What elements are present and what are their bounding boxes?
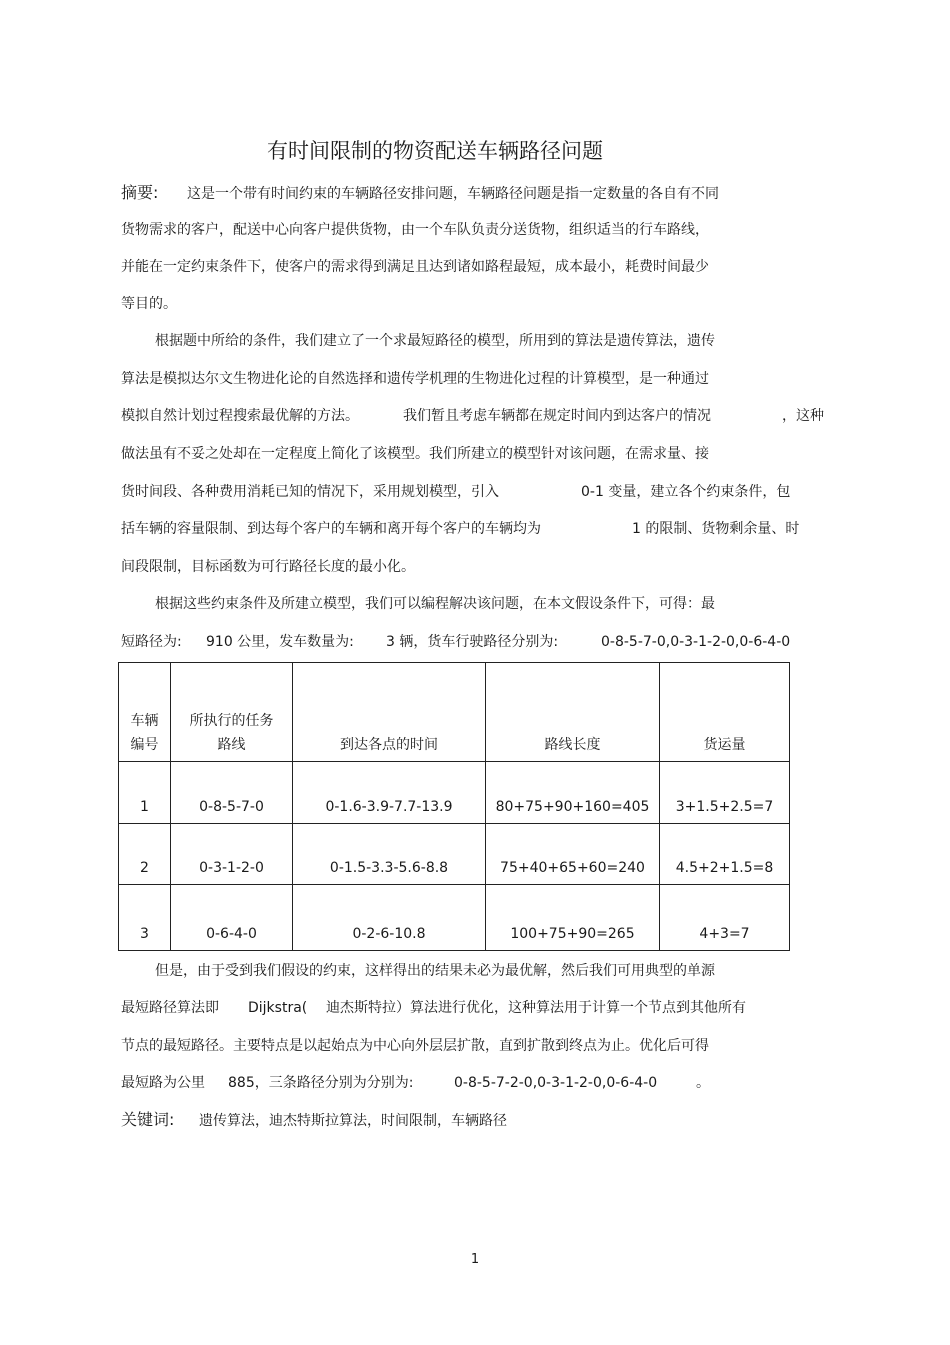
body-line: 910 公里，发车数量为: (206, 634, 354, 650)
table-cell: 3+1.5+2.5=7 (660, 762, 790, 824)
header-vehicle-line1: 车辆 (130, 713, 159, 729)
table-cell: 4+3=7 (660, 885, 790, 951)
header-cell: 路线长度 (486, 663, 660, 762)
body-line: 做法虽有不妥之处却在一定程度上简化了该模型。我们所建立的模型针对该问题，在需求量、接 (121, 446, 709, 462)
table-cell: 0-3-1-2-0 (171, 824, 293, 885)
body-line: 3 辆，货车行驶路径分别为: (386, 634, 559, 650)
header-cell (119, 663, 171, 762)
results-table (118, 662, 790, 951)
table-header-row (119, 663, 790, 762)
table-cell: 0-1.5-3.3-5.6-8.8 (293, 824, 486, 885)
table-cell: 100+75+90=265 (486, 885, 660, 951)
body-line: 算法是模拟达尔文生物进化论的自然选择和遗传学机理的生物进化过程的计算模型，是一种通过 (121, 371, 709, 387)
table-cell: 0-1.6-3.9-7.7-13.9 (293, 762, 486, 824)
abstract-line: 这是一个带有时间约束的车辆路径安排问题，车辆路径问题是指一定数量的各自有不同 (187, 186, 719, 202)
header-cell: 到达各点的时间 (293, 663, 486, 762)
abstract-line: 货物需求的客户，配送中心向客户提供货物，由一个车队负责分送货物，组织适当的行车路线， (121, 222, 709, 238)
table-cell: 80+75+90+160=405 (486, 762, 660, 824)
body-line: 根据这些约束条件及所建立模型，我们可以编程解决该问题，在本文假设条件下，可得：最 (155, 596, 715, 612)
page-number: 1 (470, 1252, 480, 1267)
body-line: Dijkstra( (248, 1000, 308, 1016)
table-cell: 0-2-6-10.8 (293, 885, 486, 951)
page-title: 有时间限制的物资配送车辆路径问题 (267, 139, 603, 163)
body-line: 模拟自然计划过程搜索最优解的方法。 (121, 408, 359, 424)
table-cell: 0-6-4-0 (171, 885, 293, 951)
body-line: 885，三条路径分别为分别为: (228, 1075, 414, 1091)
table-cell: 0-8-5-7-0 (171, 762, 293, 824)
table-row (119, 885, 790, 951)
body-line: 括车辆的容量限制、到达每个客户的车辆和离开每个客户的车辆均为 (121, 521, 541, 537)
body-line: 节点的最短路径。主要特点是以起始点为中心向外层层扩散，直到扩散到终点为止。优化后可得 (121, 1038, 709, 1054)
body-line: 最短路径算法即 (121, 1000, 219, 1016)
body-line: 但是，由于受到我们假设的约束，这样得出的结果未必为最优解，然后我们可用典型的单源 (155, 963, 715, 979)
body-line: 间段限制，目标函数为可行路径长度的最小化。 (121, 559, 415, 575)
body-line: 迪杰斯特拉）算法进行优化，这种算法用于计算一个节点到其他所有 (326, 1000, 746, 1016)
body-line: 我们暂且考虑车辆都在规定时间内到达客户的情况 (403, 408, 711, 424)
header-cell (171, 663, 293, 762)
header-vehicle-line2: 编号 (130, 737, 159, 753)
body-line: 短路径为: (121, 634, 182, 650)
body-line: 最短路为公里 (121, 1075, 205, 1091)
table-cell: 4.5+2+1.5=8 (660, 824, 790, 885)
keywords-text: 遗传算法，迪杰特斯拉算法，时间限制，车辆路径 (199, 1113, 507, 1129)
body-line: 0-8-5-7-0,0-3-1-2-0,0-6-4-0 (601, 634, 791, 650)
body-line: ，这种 (782, 408, 824, 424)
header-route-line1: 所执行的任务 (189, 713, 274, 729)
header-route-line2: 路线 (217, 737, 246, 753)
keywords-label: 关键词: (121, 1110, 175, 1129)
body-line: 1 的限制、货物剩余量、时 (632, 521, 800, 537)
abstract-label: 摘要: (121, 183, 159, 202)
abstract-line: 并能在一定约束条件下，使客户的需求得到满足且达到诸如路程最短，成本最小，耗费时间最少 (121, 259, 709, 275)
table-row (119, 824, 790, 885)
table-cell: 2 (119, 824, 171, 885)
table-row (119, 762, 790, 824)
table-cell: 3 (119, 885, 171, 951)
table-cell: 75+40+65+60=240 (486, 824, 660, 885)
body-line: 根据题中所给的条件，我们建立了一个求最短路径的模型，所用到的算法是遗传算法，遗传 (155, 333, 715, 349)
body-line: 。 (696, 1075, 710, 1091)
table-cell: 1 (119, 762, 171, 824)
body-line: 0-1 变量，建立各个约束条件，包 (581, 484, 791, 500)
abstract-line: 等目的。 (121, 296, 177, 312)
header-cell: 货运量 (660, 663, 790, 762)
body-line: 货时间段、各种费用消耗已知的情况下，采用规划模型，引入 (121, 484, 499, 500)
body-line: 0-8-5-7-2-0,0-3-1-2-0,0-6-4-0 (454, 1075, 658, 1091)
